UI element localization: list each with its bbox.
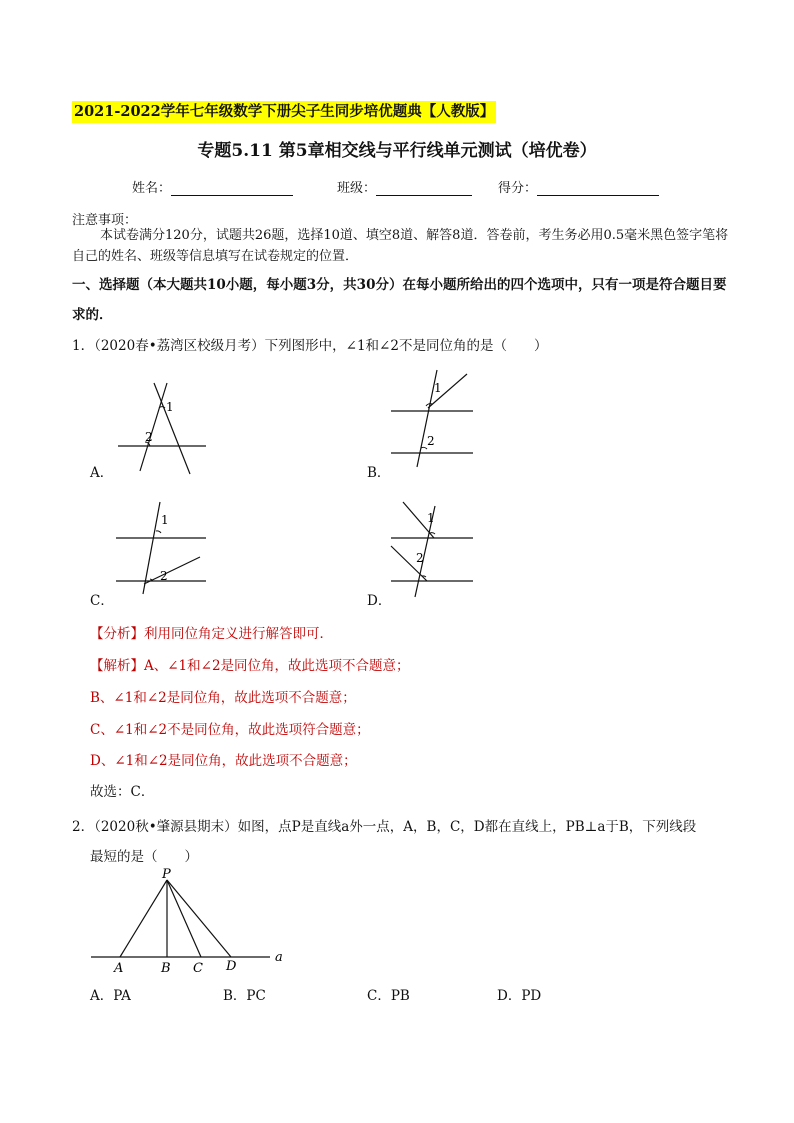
score-label: 得分： (498, 181, 538, 196)
q1-answer: 故选：C． (90, 784, 155, 800)
fig-b-label-2: 2 (427, 434, 435, 448)
class-label: 班级： (337, 181, 377, 196)
q2-label-line-a: a (275, 950, 283, 965)
q2-figure (85, 866, 295, 978)
q1-analysis (90, 622, 333, 642)
q1-solution-line-b: B、∠1和∠2是同位角，故此选项不合题意； (90, 690, 356, 706)
q2-option-d[interactable]: D．PD (497, 988, 542, 1004)
notice-title: 注意事项： (72, 213, 138, 228)
q1-option-d[interactable]: D． (367, 593, 392, 609)
fig-a-label-1: 1 (166, 400, 174, 414)
question-2-stem-line-2: 最短的是（ ） (90, 849, 198, 865)
q2-label-a: A (114, 961, 124, 976)
question-1-stem: 1．（2020春•荔湾区校级月考）下列图形中，∠1和∠2不是同位角的是（ ） (72, 338, 548, 354)
q1-figure-c (110, 500, 220, 595)
fig-a-label-2: 2 (145, 430, 153, 444)
q1-solution-line-d: D、∠1和∠2是同位角，故此选项不合题意； (90, 753, 357, 769)
name-label: 姓名： (132, 181, 172, 196)
q1-solution-line-c: C、∠1和∠2不是同位角，故此选项符合题意； (90, 722, 370, 738)
q2-label-c: C (193, 961, 203, 976)
fig-c-label-2: 2 (160, 569, 168, 583)
class-field[interactable] (337, 177, 472, 196)
q1-option-a[interactable]: A． (90, 465, 114, 481)
solution-tag: 【解析】 (90, 658, 144, 674)
q2-label-d: D (226, 959, 237, 974)
q2-option-b[interactable]: B．PC (223, 988, 266, 1004)
q2-label-p: P (162, 867, 171, 882)
q1-option-c[interactable]: C． (90, 593, 114, 609)
q1-figure-a (110, 380, 220, 480)
analysis-text: 利用同位角定义进行解答即可． (144, 626, 333, 642)
fig-d-label-2: 2 (416, 551, 424, 565)
name-field[interactable] (132, 177, 293, 196)
analysis-tag: 【分析】 (90, 626, 144, 642)
fig-b-label-1: 1 (434, 381, 442, 395)
fig-d-label-1: 1 (427, 511, 435, 525)
section-heading: 一、选择题（本大题共10小题，每小题3分，共30分）在每小题所给出的四个选项中，只有一项是符合题目要求的． (72, 277, 727, 323)
q2-label-b: B (161, 961, 171, 976)
page-title: 专题5.11 第5章相交线与平行线单元测试（培优卷） (197, 141, 597, 161)
q1-figure-d (385, 498, 485, 598)
q1-figure-b (385, 368, 485, 468)
q1-option-b[interactable]: B． (367, 465, 391, 481)
q1-solution-line-a (90, 654, 410, 674)
fig-c-label-1: 1 (161, 513, 169, 527)
notice-body: 本试卷满分120分，试题共26题，选择10道、填空8道、解答8道．答卷前，考生务必用0.5毫米黑色签字笔将自己的姓名、班级等信息填写在试卷规定的位置． (72, 228, 729, 264)
q2-option-c[interactable]: C．PB (367, 988, 410, 1004)
solution-text-a: A、∠1和∠2是同位角，故此选项不合题意； (144, 658, 410, 674)
score-field[interactable] (498, 177, 659, 196)
q2-option-a[interactable]: A．PA (90, 988, 131, 1004)
series-header-tag: 2021-2022学年七年级数学下册尖子生同步培优题典【人教版】 (72, 101, 496, 123)
question-2-stem-line-1: 2．（2020秋•肇源县期末）如图，点P是直线a外一点，A，B，C，D都在直线上，PB⊥a于B，下列线段 (72, 819, 697, 835)
